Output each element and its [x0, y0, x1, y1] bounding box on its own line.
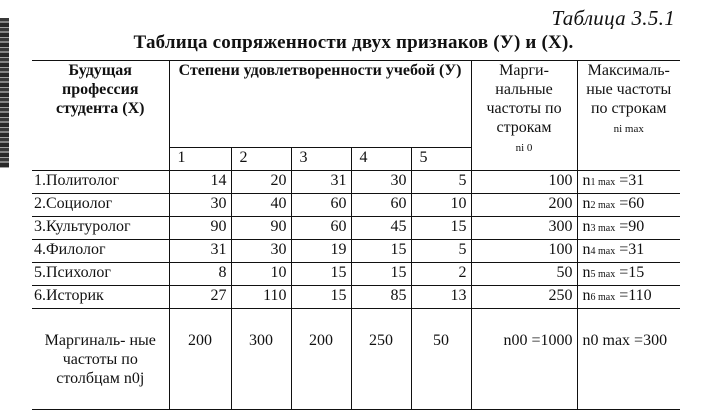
cell-value: 110 [231, 285, 291, 308]
marginal-value: 250 [471, 285, 577, 308]
column-total: 200 [291, 308, 351, 409]
table-row [32, 262, 680, 285]
cell-value: 90 [231, 216, 291, 239]
cell-value: 19 [291, 239, 351, 262]
degree-number: 4 [351, 147, 411, 170]
cell-value: 90 [169, 216, 231, 239]
header-row [32, 61, 680, 148]
table-row [32, 216, 680, 239]
cell-value: 15 [291, 262, 351, 285]
header-marginal-rows [471, 61, 577, 171]
header-max-freq [577, 61, 680, 171]
cell-value: 15 [351, 239, 411, 262]
table-row [32, 285, 680, 308]
cell-value: 60 [351, 193, 411, 216]
marginal-value: 100 [471, 239, 577, 262]
cell-value: 40 [231, 193, 291, 216]
cell-value: 27 [169, 285, 231, 308]
cell-value: 10 [231, 262, 291, 285]
degree-number: 5 [411, 147, 471, 170]
cell-value: 30 [169, 193, 231, 216]
degree-number: 2 [231, 147, 291, 170]
marginal-value: 50 [471, 262, 577, 285]
table-caption: Таблица 3.5.1 [551, 6, 675, 30]
totals-label: Маргиналь- ные частоты по столбцам n0j [32, 308, 169, 409]
max-freq-value: n4 max =31 [577, 239, 680, 262]
max-freq-value: n5 max =15 [577, 262, 680, 285]
column-total: 50 [411, 308, 471, 409]
header-marginal-rows-text: Марги- нальные частоты по строкам [486, 62, 562, 136]
cell-value: 15 [351, 262, 411, 285]
header-max-freq-symbol: ni max [613, 123, 644, 135]
max-freq-value: n2 max =60 [577, 193, 680, 216]
cell-value: 10 [411, 193, 471, 216]
cell-value: 31 [291, 170, 351, 193]
table-row [32, 239, 680, 262]
cell-value: 30 [351, 170, 411, 193]
cell-value: 60 [291, 193, 351, 216]
header-max-freq-text: Максималь- ные частоты по строкам [586, 62, 672, 117]
grand-total: n00 =1000 [471, 308, 577, 409]
header-profession: Будущая профессия студента (Х) [32, 61, 169, 148]
cell-value: 8 [169, 262, 231, 285]
max-freq-value: n6 max =110 [577, 285, 680, 308]
cell-value: 20 [231, 170, 291, 193]
cell-value: 45 [351, 216, 411, 239]
cell-value: 85 [351, 285, 411, 308]
degree-number: 1 [169, 147, 231, 170]
cell-value: 14 [169, 170, 231, 193]
header-marginal-rows-symbol: ni 0 [515, 142, 533, 154]
cell-value: 13 [411, 285, 471, 308]
profession-label: 3.Культуролог [32, 216, 169, 239]
cell-value: 15 [291, 285, 351, 308]
header-satisfaction: Степени удовлетворенности учебой (У) [169, 61, 471, 148]
column-total: 200 [169, 308, 231, 409]
degree-number: 3 [291, 147, 351, 170]
cell-value: 5 [411, 170, 471, 193]
contingency-table [32, 60, 680, 410]
table-row [32, 193, 680, 216]
profession-label: 5.Психолог [32, 262, 169, 285]
marginal-value: 300 [471, 216, 577, 239]
cell-value: 31 [169, 239, 231, 262]
max-freq-value: n3 max =90 [577, 216, 680, 239]
cell-value: 60 [291, 216, 351, 239]
profession-label: 2.Социолог [32, 193, 169, 216]
max-column-total: n0 max =300 [577, 308, 680, 409]
cell-value: 5 [411, 239, 471, 262]
table-row [32, 170, 680, 193]
profession-label: 4.Филолог [32, 239, 169, 262]
column-total: 300 [231, 308, 291, 409]
profession-label: 1.Политолог [32, 170, 169, 193]
column-total: 250 [351, 308, 411, 409]
marginal-value: 100 [471, 170, 577, 193]
table-title: Таблица сопряженности двух признаков (У) и (Х). [133, 32, 574, 53]
totals-row [32, 308, 680, 409]
marginal-value: 200 [471, 193, 577, 216]
max-freq-value: n1 max =31 [577, 170, 680, 193]
cell-value: 30 [231, 239, 291, 262]
cell-value: 15 [411, 216, 471, 239]
cell-value: 2 [411, 262, 471, 285]
profession-label: 6.Историк [32, 285, 169, 308]
